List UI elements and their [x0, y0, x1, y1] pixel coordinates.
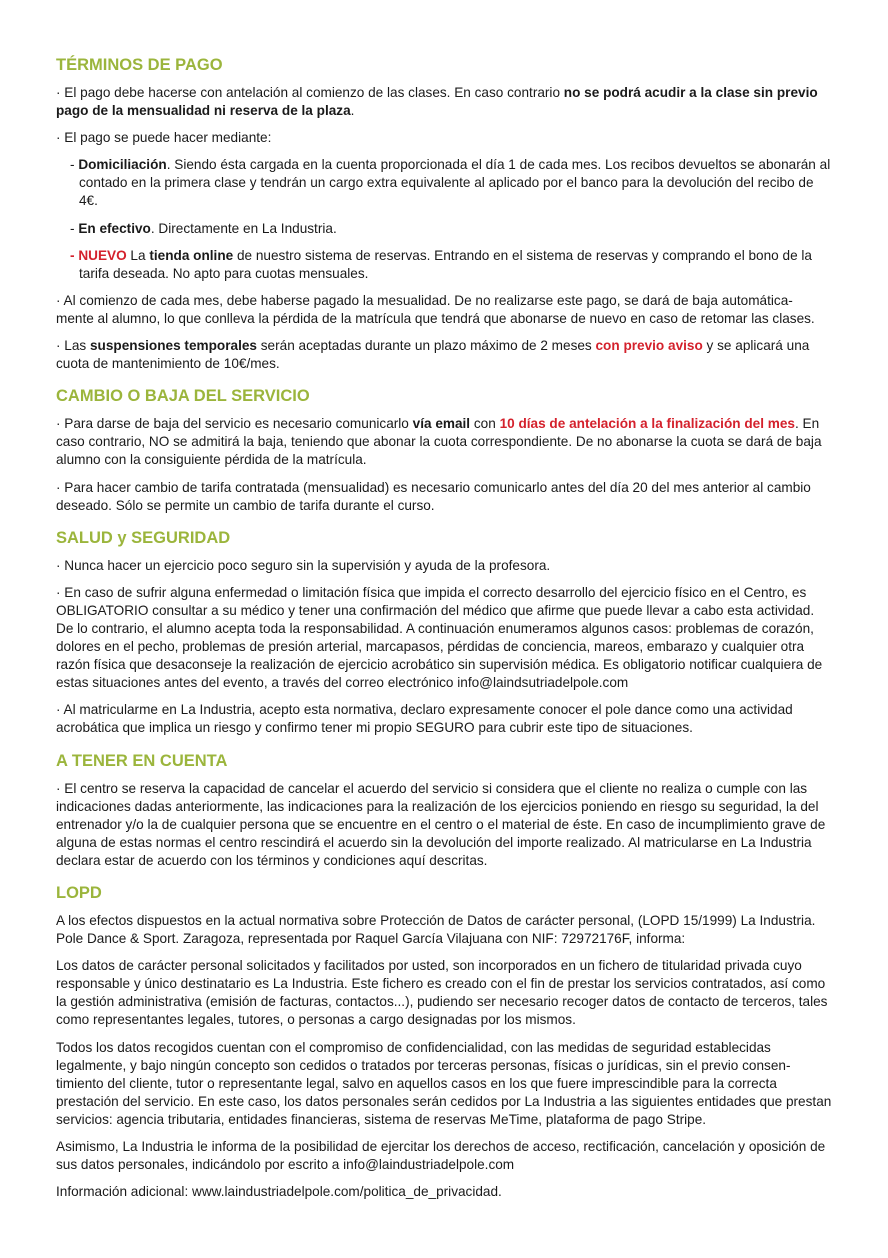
lopd-p1: A los efectos dispuestos en la actual normativa sobre Protección de Datos de carácter personal, (LOPD 15/1999) La Industria. Pole Dance & Sport. Zaragoza, representada por Raquel García Vilajuana con NIF: 72972176F, informa: — [56, 913, 816, 947]
section-title-cambio: CAMBIO O BAJA DEL SERVICIO — [56, 387, 310, 406]
lopd-p2: Los datos de carácter personal solicitados y facilitados por usted, son incorporados en un fichero de titularidad privada cuyo responsable y único destinatario es La Industria. Este fichero es creado con el fin de prestar los servicios contratados, así como la gestión administrativa (emisión de facturas, contactos...), pudiendo ser necesario recoger datos de contacto de terceros, tales como representantes legales, tutores, o personas a cargo designadas por los mismos. — [56, 958, 828, 1028]
cambio-p1: · Para darse de baja del servicio es necesario comunicarlo vía email con 10 días de antelación a la finalización del mes. En caso contrario, NO se admitirá la baja, teniendo que abonar la cuota correspondiente. De no abonarse la cuota se dará de baja alumno con la consiguiente pérdida de la matrícula. — [56, 416, 822, 468]
salud-p1: · Nunca hacer un ejercicio poco seguro sin la supervisión y ayuda de la profesora. — [56, 557, 551, 573]
tener-p1: · El centro se reserva la capacidad de cancelar el acuerdo del servicio si considera que el cliente no realiza o cumple con las indicaciones dadas anteriormente, las indicaciones para la realización de los ejercicios poniendo en riesgo su seguridad, la del entrenador y/o la de cualquier persona que se encuentre en el centro o el material de éste. En caso de incumplimiento grave de alguna de estas normas el centro rescindirá el acuerdo sin la devolución del importe realizado. Al matricularse en La Industria declara estar de acuerdo con los términos y condiciones aquí descritas. — [56, 780, 826, 868]
lopd-p3: Todos los datos recogidos cuentan con el compromiso de confidencialidad, con las medidas de seguridad establecidas legalmente, y bajo ningún concepto son cedidos o tratados por terceras personas, físicas o jurídicas, sin el previo consen- timiento del cliente, tutor o representante legal, salvo en aquellos casos en los que fuere imprescindible para la correcta prestación del servicio. En este caso, los datos personales serán cedidos por La Industria a las siguientes entidades que prestan servicios: agencia tributaria, entidades financieras, sistema de reservas MeTime, plataforma de pago Stripe. — [56, 1039, 832, 1127]
terminos-p3: · Al comienzo de cada mes, debe haberse pagado la mesualidad. De no realizarse este pago, se dará de baja automática- mente al alumno, lo que conlleva la pérdida de la matrícula que tendrá que abonarse de nuevo en caso de retomar las clases. — [56, 292, 815, 326]
lopd-p4: Asimismo, La Industria le informa de la posibilidad de ejercitar los derechos de acceso, rectificación, cancelación y oposición de sus datos personales, indicándolo por escrito a info@laindustriadelpole.com — [56, 1139, 826, 1173]
terminos-item-tienda-online: - NUEVO La tienda online de nuestro sistema de reservas. Entrando en el sistema de reservas y comprando el bono de la tarifa deseada. No apto para cuotas mensuales. — [70, 247, 812, 281]
cambio-p2: · Para hacer cambio de tarifa contratada (mensualidad) es necesario comunicarlo antes del día 20 del mes anterior al cambio deseado. Sólo se permite un cambio de tarifa durante el curso. — [56, 479, 811, 513]
terminos-p4: · Las suspensiones temporales serán aceptadas durante un plazo máximo de 2 meses con previo aviso y se aplicará una cuota de mantenimiento de 10€/mes. — [56, 338, 810, 372]
lopd-p5: Información adicional: www.laindustriadelpole.com/politica_de_privacidad. — [56, 1184, 502, 1200]
terminos-p2: · El pago se puede hacer mediante: — [56, 130, 272, 146]
terminos-item-efectivo: - En efectivo. Directamente en La Industria. — [70, 220, 337, 236]
section-title-terminos: TÉRMINOS DE PAGO — [56, 56, 223, 74]
section-title-salud: SALUD y SEGURIDAD — [56, 528, 231, 547]
section-title-lopd: LOPD — [56, 884, 102, 902]
salud-p2: · En caso de sufrir alguna enfermedad o limitación física que impida el correcto desarrollo del ejercicio físico en el Centro, es OBLIGATORIO consultar a su médico y tener una confirmación del médico que afirme que puede llevar a cabo esta actividad. De lo contrario, el alumno acepta toda la responsabilidad. A continuación enumeramos algunos casos: problemas de corazón, dolores en el pecho, problemas de presión arterial, marcapasos, pérdidas de conciencia, mareos, embarazo y cualquier otra razón física que desaconseje la realización de ejercicio acrobático sin supervisión médica. Es obligatorio notificar cualquiera de estas situaciones antes del evento, a través del correo electrónico info@laindsutriadelpole.com — [56, 584, 823, 691]
salud-p3: · Al matricularme en La Industria, acepto esta normativa, declaro expresamente conocer el pole dance como una actividad acrobática que implica un riesgo y confirmo tener mi propio SEGURO para cubrir este tipo de situaciones. — [56, 702, 793, 736]
section-title-tener: A TENER EN CUENTA — [56, 751, 228, 770]
terminos-p1: · El pago debe hacerse con antelación al comienzo de las clases. En caso contrario no se podrá acudir a la clase sin previo pago de la mensualidad ni reserva de la plaza. — [56, 85, 818, 119]
document-page — [56, 53, 834, 1201]
terminos-item-domiciliacion: - Domiciliación. Siendo ésta cargada en la cuenta proporcionada el día 1 de cada mes. Los recibos devueltos se abonarán al contado en la primera clase y tendrán un cargo extra equivalente al aplicado por el banco para la devolución del recibo de 4€. — [70, 157, 831, 209]
